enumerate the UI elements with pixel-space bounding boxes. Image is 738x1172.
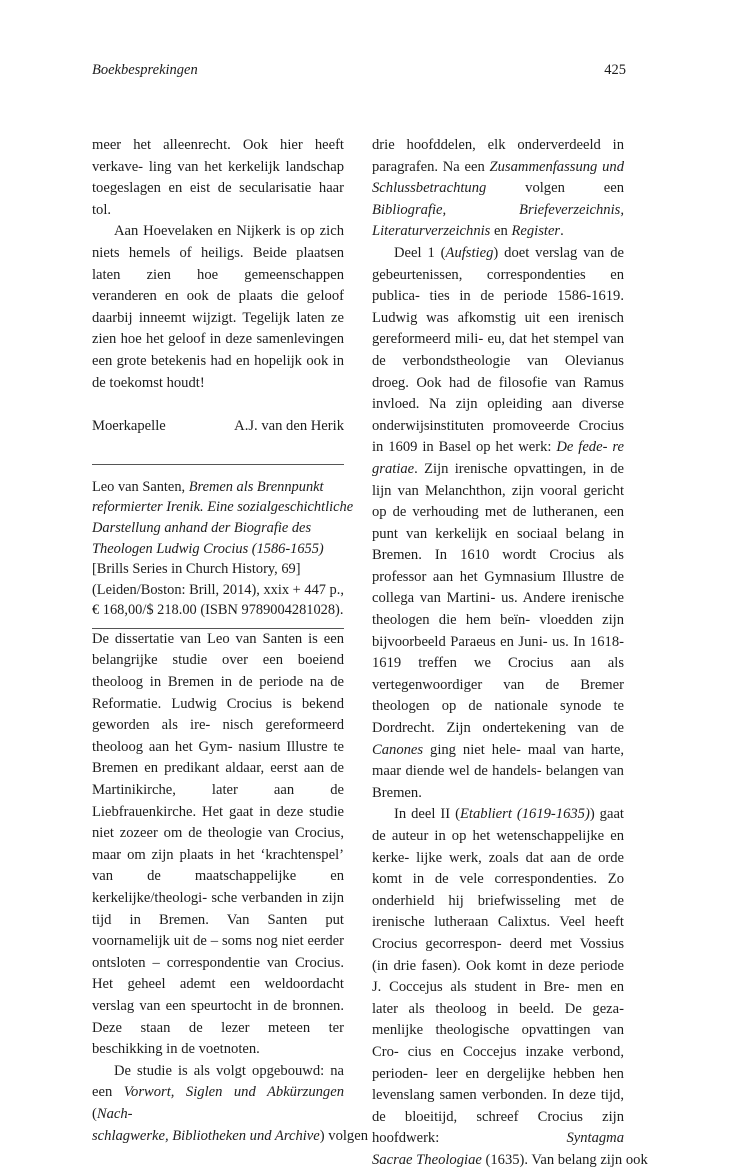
- text-fragment: In deel II (: [394, 806, 460, 823]
- text-line: nasium Illustre te Bremen en predikant: [92, 738, 344, 777]
- text-fragment: .: [560, 223, 564, 240]
- text-line: niet eerder ontsloten – correspondentie van: [92, 933, 345, 971]
- text-fragment: ) gaat de: [372, 806, 624, 844]
- text-line: Aan Hoevelaken en Nijkerk is op zich: [114, 223, 344, 240]
- italic-title: Schlussbetrachtung: [372, 180, 487, 197]
- right-column: [372, 135, 648, 1172]
- text-line: maar om zijn plaats in het ‘krachtenspel’ van: [92, 846, 344, 885]
- text-line: cius en Coccejus inzake verbond, perioden-: [372, 1043, 624, 1082]
- bib-author: Leo van Santen,: [92, 478, 189, 495]
- text-line: de Liebfrauenkirche. Het gaat in deze studie: [92, 782, 345, 820]
- text-line: Calixtus. Veel heeft Crocius gecorrespon-: [372, 914, 624, 952]
- text-line: maal van harte, maar diende wel de handels-: [372, 741, 624, 780]
- previous-review-paragraph: [92, 221, 344, 394]
- italic-title: Syntagma: [566, 1130, 624, 1147]
- text-fragment: ondertekening van de: [482, 720, 624, 737]
- text-line: De studie is als volgt opgebouwd: na een: [92, 1062, 344, 1101]
- text-line: de maatschappelijke en kerkelijke/theologi-: [92, 868, 344, 906]
- text-line: vloedden zijn bijvoorbeeld Paraeus en Juni-: [372, 612, 625, 650]
- page-number: 425: [604, 62, 626, 78]
- italic-title: Zusammenfassung und: [489, 158, 624, 175]
- text-line: aldaar, eerst aan de Martinikirche, later aan: [92, 760, 344, 799]
- left-column: [92, 135, 368, 1147]
- text-line: de verhouding met de lutheranen, een punt: [372, 504, 624, 542]
- bib-title: Darstellung anhand der Biografie des: [92, 519, 312, 536]
- italic-title: De fede-: [556, 439, 608, 456]
- italic-title: Canones: [372, 741, 424, 758]
- text-line: us. In 1618-1619 treffen we Crocius aan als: [372, 633, 624, 672]
- text-line: de voetnoten.: [181, 1041, 260, 1058]
- italic-title: Register: [511, 223, 561, 240]
- text-line: meer het alleenrecht. Ook hier heeft verkave-: [92, 137, 344, 175]
- text-line: Ludwig Crocius is bekend geworden als ire-: [92, 695, 344, 734]
- text-line: auteur in op het wetenschappelijke en kerke-: [372, 828, 624, 866]
- italic-title: Briefeverzeichnis,: [519, 201, 624, 218]
- text-line: Gymnasium Illustre de collega van Martini-: [372, 568, 624, 607]
- italic-title: Literaturverzeichnis: [372, 223, 491, 240]
- text-line: deerd met Vossius (in drie fasen). Ook komt: [372, 935, 624, 974]
- bib-series: [Brills Series in Church History, 69]: [92, 561, 301, 578]
- previous-review-paragraph: [92, 135, 344, 221]
- running-title: Boekbesprekingen: [92, 62, 198, 78]
- review-paragraph-continued: [372, 135, 624, 243]
- text-line: in Bremen in de periode na de Reformatie.: [92, 674, 345, 712]
- text-line: lijn van Melanchthon, zijn vooral gericht op: [372, 482, 624, 521]
- italic-title: Sacrae Theologiae: [372, 1151, 482, 1168]
- text-line: niet zozeer om de theologie van Crocius,: [92, 825, 344, 842]
- italic-title: Nach-: [96, 1105, 133, 1122]
- text-fragment: Deel 1 (: [394, 244, 446, 261]
- text-line: ling van het kerkelijk landschap toegeslagen: [92, 158, 344, 197]
- bib-title: Bremen als Brennpunkt: [188, 478, 324, 495]
- text-line: nisch gereformeerd theoloog aan het Gym-: [92, 717, 344, 755]
- text-fragment: (: [92, 1105, 97, 1122]
- text-line: diverse onderwijsinstituten promoveerde: [372, 396, 625, 434]
- italic-title: schlagwerke, Bibliotheken und Archive: [92, 1127, 320, 1144]
- text-fragment: en: [490, 223, 508, 240]
- text-line: Tegelijk laten ze zien hoe het geloof in deze: [92, 309, 344, 348]
- text-fragment: Crocius in 1609 in Basel op het werk:: [372, 417, 624, 456]
- text-fragment: schreef Crocius zijn hoofdwerk:: [372, 1108, 624, 1147]
- bib-line: [92, 477, 344, 498]
- review-paragraph: [372, 243, 624, 804]
- text-line: 1610 wordt Crocius als professor aan het: [372, 547, 624, 585]
- text-line: [92, 1128, 368, 1144]
- text-line: afkomstig uit een irenisch gereformeerd mili-: [372, 309, 624, 348]
- text-line: samen verbonden. In deze tijd, de bloeitijd,: [372, 1087, 624, 1125]
- bib-price: € 168,00/$ 218.00 (ISBN 9789004281028).: [92, 602, 344, 619]
- text-line: men en later als theoloog in beeld. De geza-: [372, 979, 624, 1017]
- text-line: [372, 1152, 648, 1168]
- bibliography-entry: [92, 477, 354, 621]
- bib-title: reformierter Irenik. Eine sozialgeschichtliche: [92, 499, 354, 516]
- text-line: niets hemels of heiligs. Beide plaatsen laten: [92, 244, 344, 283]
- text-fragment: volgen een: [486, 180, 624, 197]
- text-line: Deze staan de lezer meteen ter beschikking in: [92, 1019, 344, 1058]
- italic-title: Vorwort, Siglen und Abkürzungen: [123, 1084, 344, 1101]
- bib-publisher: (Leiden/Boston: Brill, 2014), xxix + 447 p.,: [92, 581, 344, 598]
- text-line: vele correspondenties. Zo onderhield hij: [372, 871, 624, 909]
- text-fragment: . Zijn irenische opvattingen, in de: [414, 460, 624, 477]
- text-line: hopelijk ook in de toekomst houdt!: [92, 352, 344, 391]
- italic-title: Bibliografie,: [372, 201, 447, 218]
- text-line: de plaats die geloof daarbij inneemt wijzigt.: [92, 288, 345, 326]
- text-fragment: ) volgen: [319, 1127, 368, 1144]
- text-line: Crocius. Het geheel ademt een weldoordacht: [92, 954, 344, 993]
- text-line: samenlevingen een grote betekenis had en: [92, 331, 344, 369]
- bib-title: Theologen Ludwig Crocius (1586-1655): [92, 540, 324, 557]
- text-line: belangrijke studie over een boeiend theoloog: [92, 652, 344, 691]
- text-line: ties in de periode 1586-1619. Ludwig was: [372, 288, 624, 326]
- text-line: menlijke theologische opvattingen van Cro-: [372, 1022, 624, 1060]
- text-line: us. Andere irenische theologen die hem beïn-: [372, 590, 624, 629]
- text-line: en eist de secularisatie haar tol.: [92, 180, 345, 218]
- text-line: briefwisseling met de irenische lutheraan: [372, 892, 625, 931]
- text-line: Santen put voornamelijk uit de – soms nog: [92, 911, 344, 950]
- text-line: sche verbanden in zijn tijd in Bremen. Van: [92, 890, 345, 928]
- review-paragraph: [92, 629, 344, 1061]
- italic-title: Etabliert (1619-1635): [460, 806, 590, 823]
- text-line: gebeurtenissen, correspondenties en publica-: [372, 266, 624, 305]
- text-line: De dissertatie van Leo van Santen is een: [92, 630, 344, 647]
- text-line: lijke werk, zoals dat aan de orde komt in de: [372, 849, 624, 888]
- text-line: van kerkelijk en sociaal belang in Bremen. In: [372, 525, 624, 564]
- review-signature: [92, 416, 344, 438]
- text-line: drie hoofddelen, elk onderverdeeld in: [372, 137, 624, 153]
- italic-title: Aufstieg: [445, 244, 494, 261]
- review-paragraph: [372, 804, 648, 1171]
- bibliography-top-rule: [92, 464, 344, 465]
- text-line: zien hoe gemeenschappen veranderen en ook: [92, 266, 344, 305]
- text-fragment: (1635). Van belang zijn ook: [481, 1151, 648, 1168]
- signature-place: Moerkapelle: [92, 418, 166, 435]
- italic-title: re gratiae: [372, 439, 624, 477]
- signature-reviewer: A.J. van den Herik: [234, 418, 344, 435]
- text-line: leer en dergelijke hebben hen levenslang: [372, 1065, 624, 1104]
- text-line: in deze periode J. Coccejus als student in Bre-: [372, 957, 624, 996]
- text-line: verslag van een speurtocht in de bronnen.: [92, 997, 344, 1014]
- text-line: eu, dat het stempel van de verbondstheologie: [372, 331, 624, 369]
- text-fragment: ) doet verslag van de: [493, 244, 624, 261]
- text-line: vertegenwoordiger van de Bremer theologen: [372, 676, 624, 715]
- text-line: van Olevianus droeg. Ook had de filosofie: [372, 352, 624, 391]
- text-line: belangen van Bremen.: [372, 763, 624, 801]
- text-line: op de nationale synode te Dordrecht. Zijn: [372, 698, 624, 737]
- review-paragraph: [92, 1061, 368, 1147]
- text-line: van Ramus invloed. Na zijn opleiding aan: [372, 374, 624, 413]
- text-fragment: paragrafen. Na een: [372, 158, 490, 175]
- text-fragment: ging niet hele-: [423, 741, 521, 758]
